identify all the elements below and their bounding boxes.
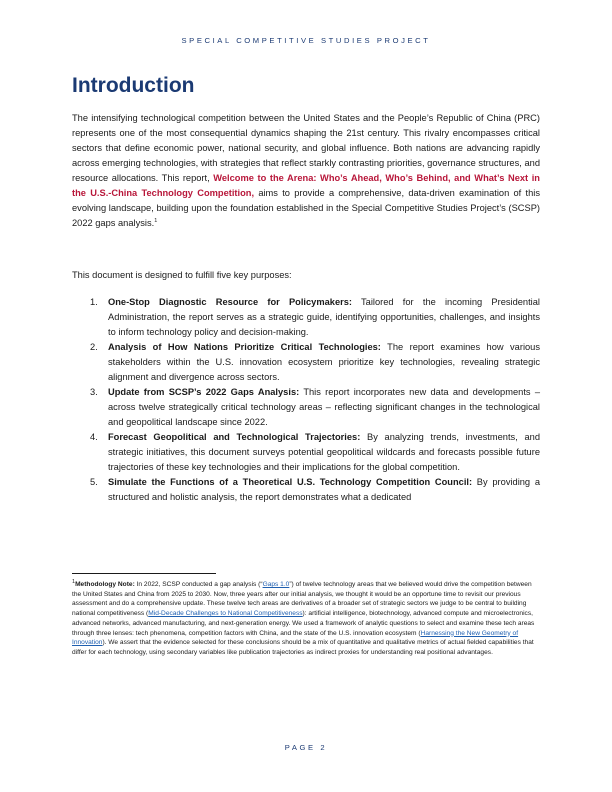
list-number: 4. [90, 432, 98, 442]
footnote-lead: Methodology Note: [75, 581, 135, 588]
list-item-lead: Forecast Geopolitical and Technological Trajectories: [108, 432, 361, 442]
footnote-reference[interactable]: 1 [154, 217, 158, 224]
list-item [90, 295, 540, 340]
gaps-link[interactable]: Gaps 1.0 [262, 581, 290, 588]
mid-decade-challenges-link[interactable]: Mid-Decade Challenges to National Competitiveness [148, 610, 303, 618]
list-item-text: The report examines how various stakeholders within the U.S. innovation ecosystem prioritize key technologies, revealing strategic alignment and divergence across sectors. [108, 342, 540, 382]
list-item-text: By providing a structured and holistic analysis, the report demonstrates what a dedicated [108, 477, 540, 502]
footnote-text: ”) of twelve technology areas that we believed would drive the competition between the United States and China from 2025 to 2030. Now, three years after our initial analysis, we thought it would be an opportune time to revisit our previous assessment and do a comprehensive update. These twelve tech areas are derivatives of a broader set of strategic sectors we judge to be central to building national competitiveness ( [72, 581, 532, 618]
list-item-lead: One-Stop Diagnostic Resource for Policymakers: [108, 297, 352, 307]
footnote-divider [72, 573, 216, 574]
list-item-text: Tailored for the incoming Presidential Administration, the report serves as a strategic guide, identifying opportunities, challenges, and insights to inform technology policy and decision-making. [108, 297, 540, 337]
list-number: 5. [90, 477, 98, 487]
list-item [90, 475, 540, 505]
intro-text-part1: The intensifying technological competition between the United States and the People’s Republic of China (PRC) represents one of the most consequential dynamics shaping the 21st century. This rivalry encompasses critical sectors that define economic power, national security, and global influence. Both nations are advancing rapidly across emerging technologies, with strategies that reflect starkly contrasting priorities, governance structures, and resource allocations. This report, [72, 113, 540, 183]
intro-paragraph [72, 111, 540, 231]
footnote-text: ): artificial intelligence, biotechnology, advanced compute and microelectronics, advanced networks, advanced manufacturing, and next-generation energy. We used a framework of analytic questions to select and examine these tech areas through three lenses: tech phenomena, competition factors with China, and the state of the U.S. innovation ecosystem ( [72, 610, 535, 637]
list-number: 1. [90, 297, 98, 307]
list-item-text: By analyzing trends, investments, and strategic initiatives, this document surveys potential geopolitical wildcards and forecasts possible future trajectories of these key technologies and their implications for the global competition. [108, 432, 540, 472]
purposes-list [90, 295, 540, 505]
purposes-intro: This document is designed to fulfill five key purposes: [72, 270, 292, 280]
footnote-text: ). We assert that the evidence selected for these conclusions should be a mix of quantitative and qualitative metrics of actual fielded capabilities that differ for each technology, using secondary variables like publication trajectories as indirect proxies for understanding real positional advantages. [72, 639, 534, 656]
list-number: 2. [90, 342, 98, 352]
list-item-lead: Simulate the Functions of a Theoretical U.S. Technology Competition Council: [108, 477, 473, 487]
footnote-mark: 1 [72, 578, 76, 585]
list-item-lead: Analysis of How Nations Prioritize Critical Technologies: [108, 342, 381, 352]
list-number: 3. [90, 387, 98, 397]
footnote-text: In 2022, SCSP conducted a gap analysis (“ [134, 581, 263, 588]
page-title: Introduction [72, 74, 195, 97]
footnote [72, 580, 542, 658]
list-item-text: This report incorporates new data and developments – across twelve strategically critical technology areas – reflecting significant changes in the technological and geopolitical landscape since 2022. [108, 387, 540, 427]
list-item-lead: Update from SCSP’s 2022 Gaps Analysis: [108, 387, 300, 397]
list-item [90, 340, 540, 385]
running-header: SPECIAL COMPETITIVE STUDIES PROJECT [181, 36, 431, 45]
page-number: PAGE 2 [284, 743, 328, 752]
list-item [90, 430, 540, 475]
new-geometry-link[interactable]: Harnessing the New Geometry of Innovation [72, 629, 519, 647]
report-title-highlight: Welcome to the Arena: Who’s Ahead, Who’s Behind, and What’s Next in the U.S.-China Technology Competition, [72, 173, 540, 198]
intro-text-part2: aims to provide a comprehensive, data-driven examination of this evolving landscape, building upon the foundation established in the Special Competitive Studies Project’s (SCSP) 2022 gaps analysis. [72, 188, 541, 228]
list-item [90, 385, 540, 430]
